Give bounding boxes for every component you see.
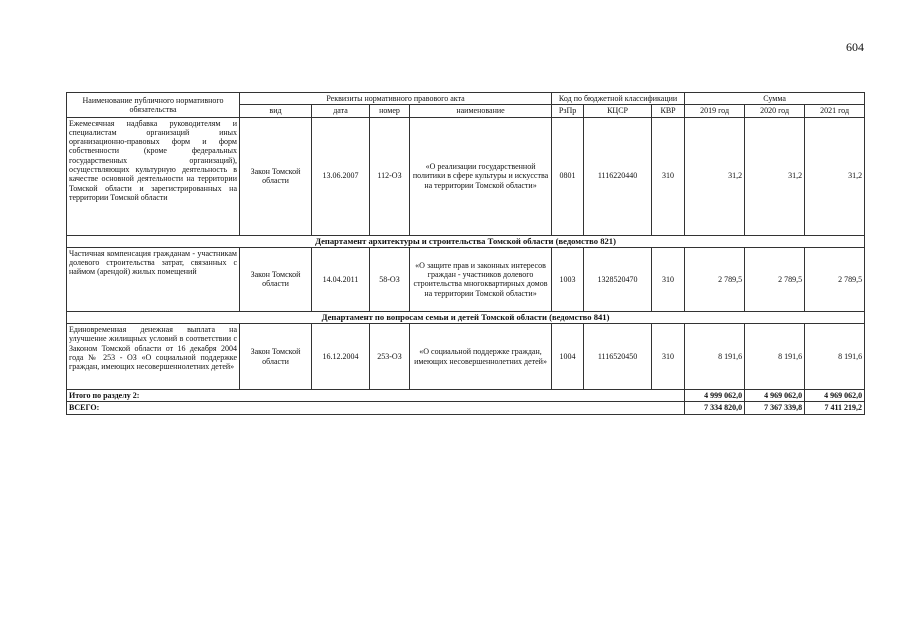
grand-total-row	[67, 402, 865, 414]
header-vid: вид	[240, 105, 312, 117]
row-obligation: Единовременная денежная выплата на улучшение жилищных условий в соответствии с Законом Томской области от 16 декабря 2004 года № 253 - ОЗ «О социальной поддержке граждан, имеющих несовершеннолетних детей»	[67, 324, 240, 390]
row-name: «О реализации государственной политики в сфере культуры и искусства на территории Томской области»	[410, 117, 552, 235]
grand-total-2019: 7 334 820,0	[685, 402, 745, 414]
section-total-2020: 4 969 062,0	[745, 390, 805, 402]
section-total-row	[67, 390, 865, 402]
row-obligation: Ежемесячная надбавка руководителям и специалистам организаций иных организационно-правовых форм и форм собственности (кроме федеральных государственных организаций), осуществляющих культурную деятельность в качестве основной деятельности на территории Томской области и зарегистрированных на территории Томской области	[67, 117, 240, 235]
section-total-2019: 4 999 062,0	[685, 390, 745, 402]
page-number: 604	[846, 40, 864, 54]
row-2021: 8 191,6	[805, 324, 865, 390]
header-2021: 2021 год	[805, 105, 865, 117]
section-total-2021: 4 969 062,0	[805, 390, 865, 402]
table-row	[67, 324, 865, 390]
row-name: «О защите прав и законных интересов граждан - участников долевого строительства многоквартирных домов на территории Томской области»	[410, 247, 552, 311]
header-budget-code: Код по бюджетной классификации	[552, 93, 685, 105]
header-date: дата	[312, 105, 370, 117]
department-title: Департамент по вопросам семьи и детей Томской области (ведомство 841)	[67, 311, 865, 323]
row-name: «О социальной поддержке граждан, имеющих несовершеннолетних детей»	[410, 324, 552, 390]
row-kvr: 310	[652, 324, 685, 390]
department-title: Департамент архитектуры и строительства Томской области (ведомство 821)	[67, 235, 865, 247]
header-sum: Сумма	[685, 93, 865, 105]
row-2020: 8 191,6	[745, 324, 805, 390]
row-date: 14.04.2011	[312, 247, 370, 311]
header-obligation: Наименование публичного нормативного обязательства	[67, 93, 240, 118]
row-number: 253-ОЗ	[370, 324, 410, 390]
row-2020: 31,2	[745, 117, 805, 235]
grand-total-label: ВСЕГО:	[67, 402, 685, 414]
row-date: 16.12.2004	[312, 324, 370, 390]
row-kcsr: 1116520450	[584, 324, 652, 390]
grand-total-2020: 7 367 339,8	[745, 402, 805, 414]
table-row	[67, 117, 865, 235]
row-vid: Закон Томской области	[240, 247, 312, 311]
row-number: 112-ОЗ	[370, 117, 410, 235]
header-requisites: Реквизиты нормативного правового акта	[240, 93, 552, 105]
header-number: номер	[370, 105, 410, 117]
header-rzpr: РзПр	[552, 105, 584, 117]
table-row	[67, 247, 865, 311]
row-kvr: 310	[652, 247, 685, 311]
row-kcsr: 1328520470	[584, 247, 652, 311]
department-row	[67, 311, 865, 323]
row-2019: 2 789,5	[685, 247, 745, 311]
row-number: 58-ОЗ	[370, 247, 410, 311]
row-rzpr: 1003	[552, 247, 584, 311]
section-total-label: Итого по разделу 2:	[67, 390, 685, 402]
header-2019: 2019 год	[685, 105, 745, 117]
header-name: наименование	[410, 105, 552, 117]
department-row	[67, 235, 865, 247]
row-kvr: 310	[652, 117, 685, 235]
header-2020: 2020 год	[745, 105, 805, 117]
row-2019: 31,2	[685, 117, 745, 235]
row-2021: 2 789,5	[805, 247, 865, 311]
row-vid: Закон Томской области	[240, 324, 312, 390]
header-kcsr: КЦСР	[584, 105, 652, 117]
row-rzpr: 0801	[552, 117, 584, 235]
row-rzpr: 1004	[552, 324, 584, 390]
row-date: 13.06.2007	[312, 117, 370, 235]
row-vid: Закон Томской области	[240, 117, 312, 235]
row-2019: 8 191,6	[685, 324, 745, 390]
row-2021: 31,2	[805, 117, 865, 235]
row-obligation: Частичная компенсация гражданам - участникам долевого строительства затрат, связанных с наймом (арендой) жилых помещений	[67, 247, 240, 311]
header-kvr: КВР	[652, 105, 685, 117]
row-kcsr: 1116220440	[584, 117, 652, 235]
budget-table	[66, 92, 865, 415]
header-row-1	[67, 93, 865, 105]
row-2020: 2 789,5	[745, 247, 805, 311]
grand-total-2021: 7 411 219,2	[805, 402, 865, 414]
